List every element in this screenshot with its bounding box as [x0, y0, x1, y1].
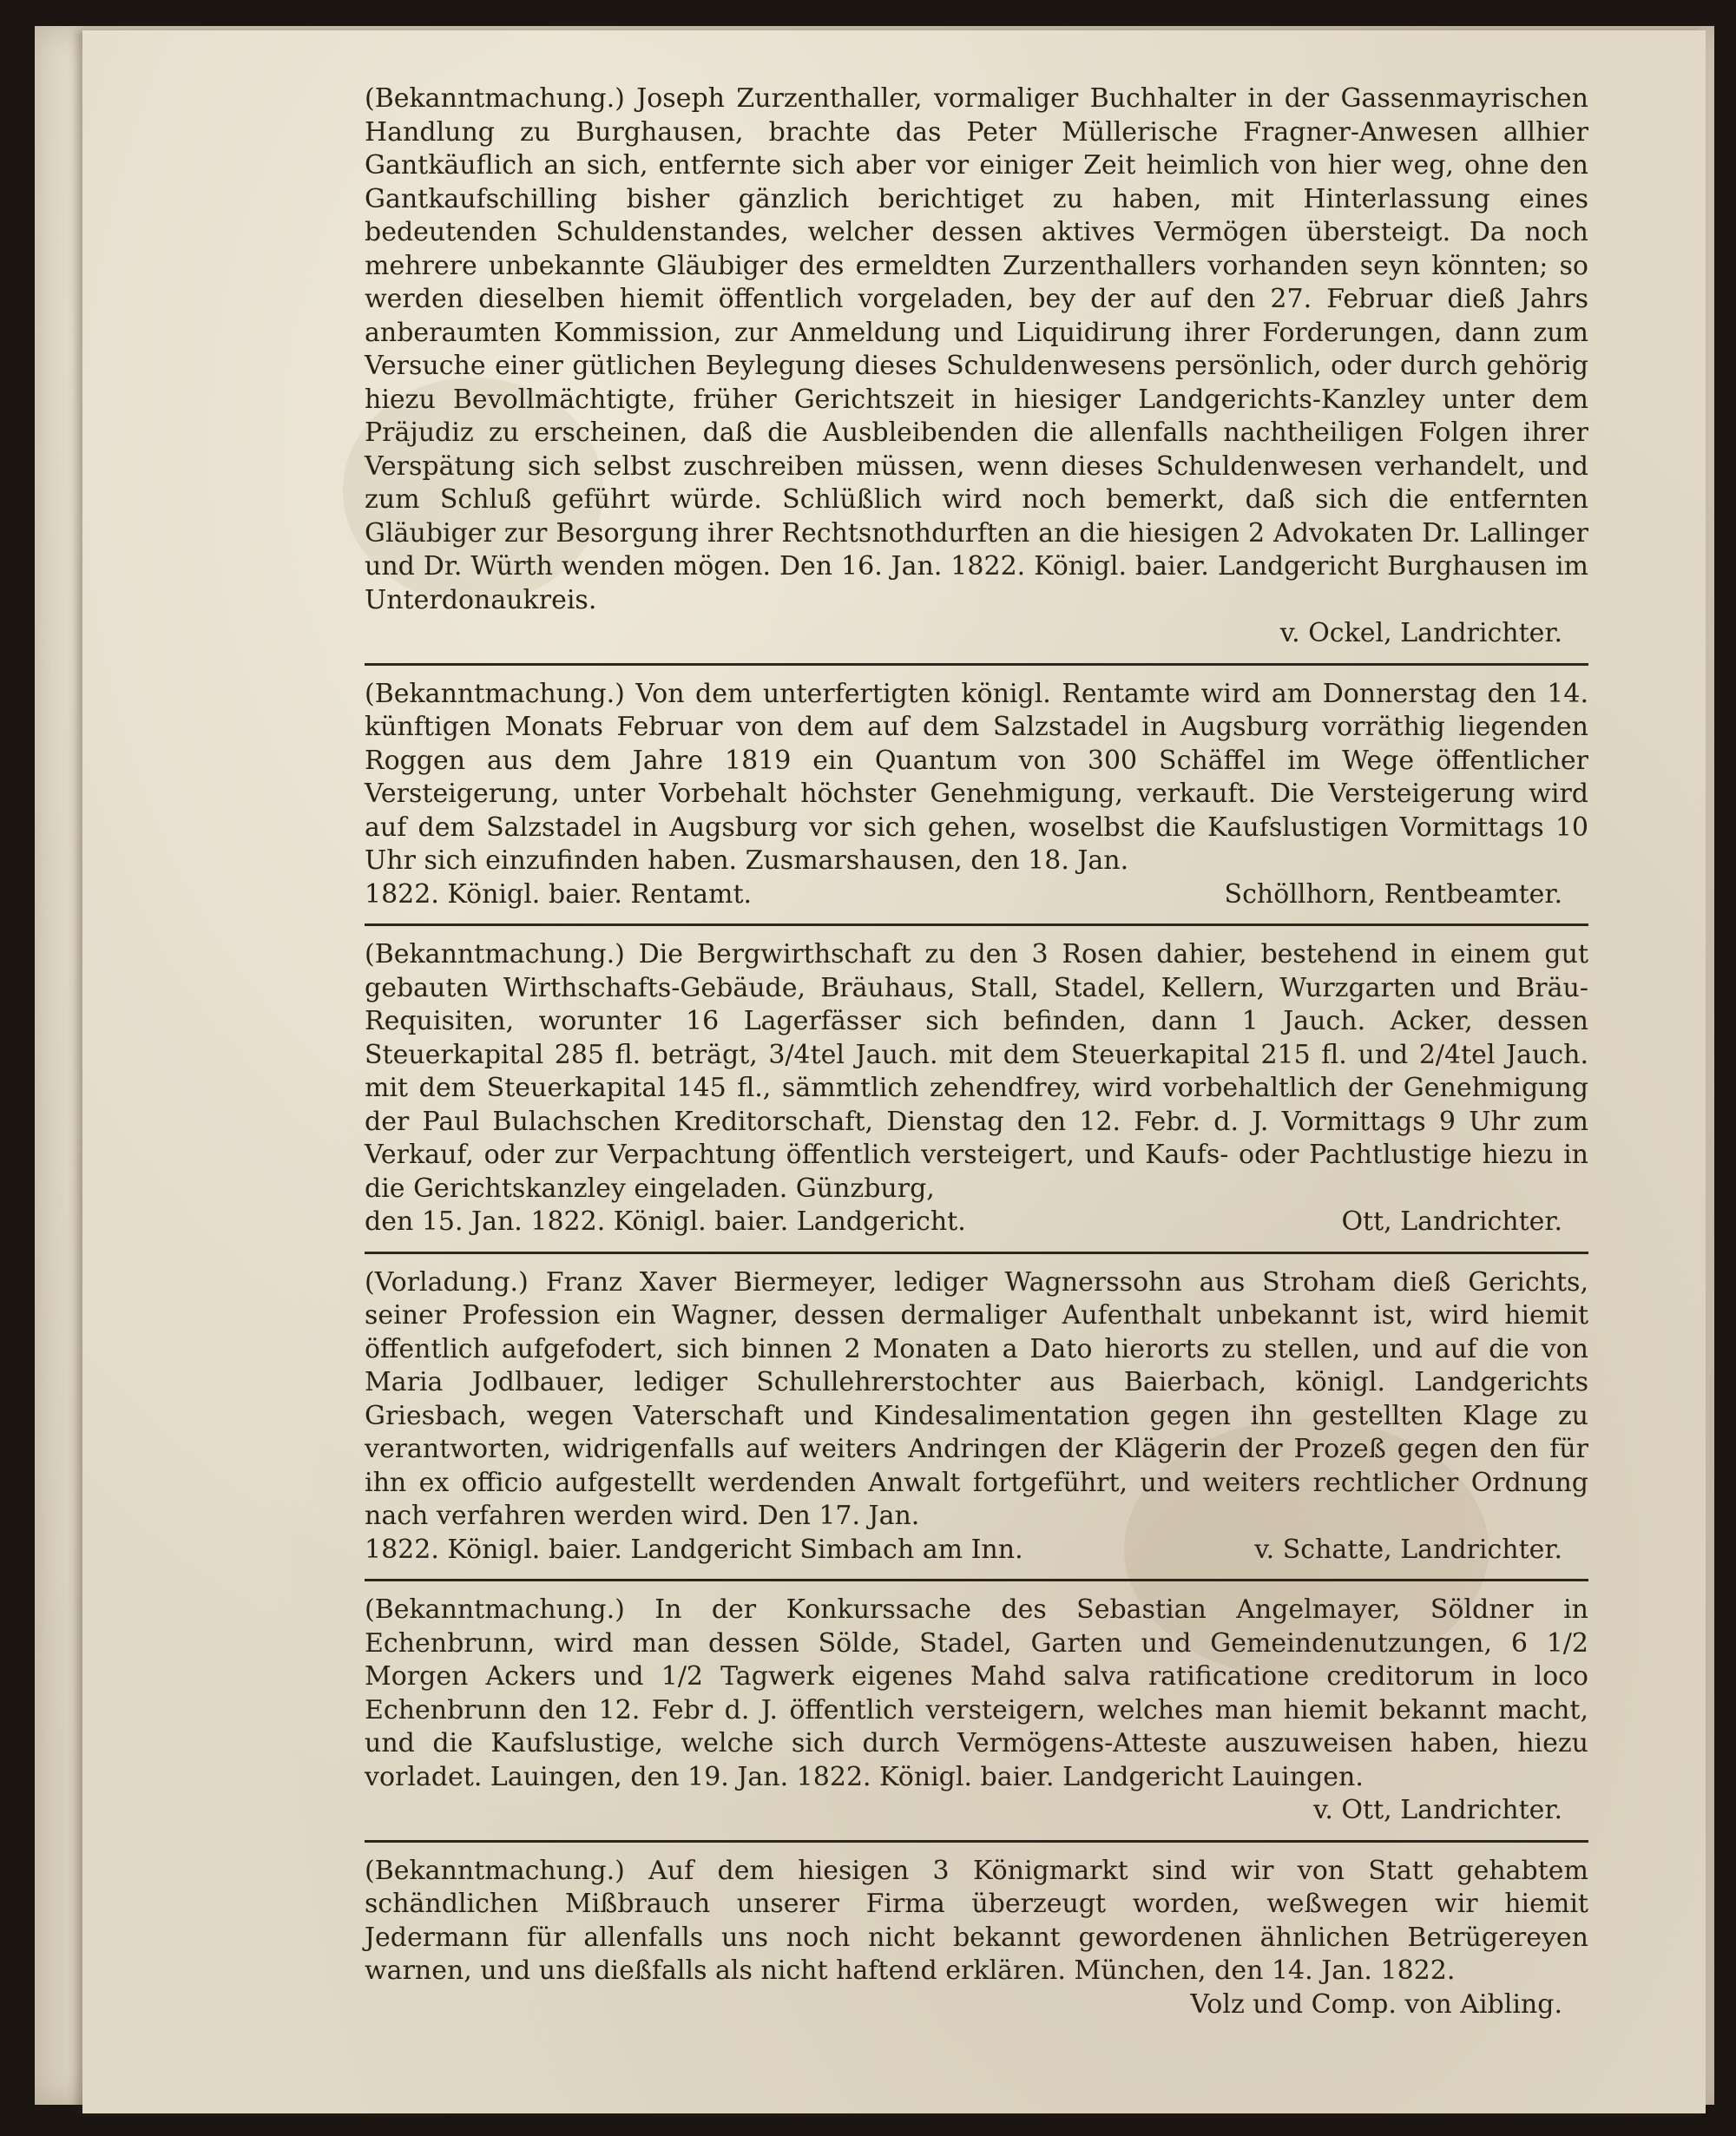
notice-volz	[365, 1855, 1588, 2022]
signature-name: Schöllhorn, Rentbeamter.	[1224, 878, 1562, 910]
divider-rule	[365, 923, 1588, 926]
divider-rule	[365, 1840, 1588, 1843]
notice-angelmayer	[365, 1594, 1588, 1828]
notice-bergwirthschaft	[365, 938, 1588, 1239]
notice-text: (Vorladung.) Franz Xaver Biermeyer, lediger Wagnerssohn aus Stroham dieß Gerichts, seiner Profession ein Wagner, dessen dermaliger Aufenthalt unbekannt ist, wird hiemit öffentlich aufgefodert, sich binnen 2 Monaten a Dato hierorts zu stellen, und auf die von Maria Jodlbauer, lediger Schullehrerstochter aus Baierbach, königl. Landgerichts Griesbach, wegen Vaterschaft und Kindesalimentation gegen ihn gestellten Klage zu verantworten, widrigenfalls auf weiters Andringen der Klägerin der Prozeß gegen den für ihn ex officio aufgestellt werdenden Anwalt fortgeführt, und weiters rechtlicher Ordnung nach verfahren werden wird. Den 17. Jan.	[365, 1266, 1588, 1531]
notice-text: (Bekanntmachung.) In der Konkurssache des Sebastian Angelmayer, Söldner in Echenbrunn, wird man dessen Sölde, Stadel, Garten und Gemeindenutzungen, 6 1/2 Morgen Ackers und 1/2 Tagwerk eigenes Mahd salva ratificatione creditorum in loco Echenbrunn den 12. Febr d. J. öffentlich versteigern, welches man hiemit bekannt macht, und die Kaufslustige, welche sich durch Vermögens-Atteste auszuweisen haben, hiezu vorladet. Lauingen, den 19. Jan. 1822. Königl. baier. Landgericht Lauingen.	[365, 1594, 1588, 1792]
signature-office: 1822. Königl. baier. Rentamt.	[365, 878, 753, 910]
notice-signature	[365, 1794, 1588, 1828]
divider-rule	[365, 1579, 1588, 1581]
divider-rule	[365, 1252, 1588, 1254]
notice-signature	[365, 1534, 1588, 1567]
signature-name: v. Ott, Landrichter.	[1312, 1795, 1562, 1825]
notice-text: (Bekanntmachung.) Die Bergwirthschaft zu den 3 Rosen dahier, bestehend in einem gut gebauten Wirthschafts-Gebäude, Bräuhaus, Stall, Stadel, Kellern, Wurzgarten und Bräu-Requisiten, worunter 16 Lagerfässer sich befinden, dann 1 Jauch. Acker, dessen Steuerkapital 285 fl. beträgt, 3/4tel Jauch. mit dem Steuerkapital 215 fl. und 2/4tel Jauch. mit dem Steuerkapital 145 fl., sämmtlich zehendfrey, wird vorbehaltlich der Genehmigung der Paul Bulachschen Kreditorschaft, Dienstag den 12. Febr. d. J. Vormittags 9 Uhr zum Verkauf, oder zur Verpachtung öffentlich versteigert, und Kaufs- oder Pachtlustige hiezu in die Gerichtskanzley eingeladen. Günzburg,	[365, 939, 1588, 1204]
notices-column	[365, 82, 1588, 2021]
notice-text: (Bekanntmachung.) Von dem unterfertigten königl. Rentamte wird am Donnerstag den 14. künftigen Monats Februar von dem auf dem Salzstadel in Augsburg vorräthig liegenden Roggen aus dem Jahre 1819 ein Quantum von 300 Schäffel im Wege öffentlicher Versteigerung, unter Vorbehalt höchster Genehmigung, verkauft. Die Versteigerung wird auf dem Salzstadel in Augsburg vor sich gehen, woselbst die Kaufslustigen Vormittags 10 Uhr sich einzufinden haben. Zusmarshausen, den 18. Jan.	[365, 678, 1588, 876]
signature-name: Ott, Landrichter.	[1341, 1206, 1562, 1237]
signature-name: Volz und Comp. von Aibling.	[1190, 1988, 1562, 2020]
notice-signature	[365, 1988, 1588, 2022]
notice-rentamt	[365, 678, 1588, 912]
notice-signature	[365, 1206, 1588, 1239]
signature-office: 1822. Königl. baier. Landgericht Simbach am Inn.	[365, 1534, 1023, 1565]
signature-office: den 15. Jan. 1822. Königl. baier. Landgericht.	[365, 1206, 966, 1237]
notice-signature	[365, 617, 1588, 651]
divider-rule	[365, 663, 1588, 666]
signature-name: v. Ockel, Landrichter.	[1279, 618, 1562, 648]
notice-text: (Bekanntmachung.) Auf dem hiesigen 3 Königmarkt sind wir von Statt gehabtem schändlichen Mißbrauch unserer Firma überzeugt worden, weßwegen wir hiemit Jedermann für allenfalls uns noch nicht bekannt gewordenen ähnlichen Betrügereyen warnen, und uns dießfalls als nicht haftend erklären. München, den 14. Jan. 1822.	[365, 1855, 1588, 1986]
notice-text: (Bekanntmachung.) Joseph Zurzenthaller, vormaliger Buchhalter in der Gassenmayrischen Handlung zu Burghausen, brachte das Peter Müllerische Fragner-Anwesen allhier Gantkäuflich an sich, entfernte sich aber vor einiger Zeit heimlich von hier weg, ohne den Gantkaufschilling bisher gänzlich berichtiget zu haben, mit Hinterlassung eines bedeutenden Schuldenstandes, welcher dessen aktives Vermögen übersteigt. Da noch mehrere unbekannte Gläubiger des ermeldten Zurzenthallers vorhanden seyn könnten; so werden dieselben hiemit öffentlich vorgeladen, bey der auf den 27. Februar dieß Jahrs anberaumten Kommission, zur Anmeldung und Liquidirung ihrer Forderungen, dann zum Versuche einer gütlichen Beylegung dieses Schuldenwesens persönlich, oder durch gehörig hiezu Bevollmächtigte, früher Gerichtszeit in hiesiger Landgerichts-Kanzley unter dem Präjudiz zu erscheinen, daß die Ausbleibenden die allenfalls nachtheiligen Folgen ihrer Verspätung sich selbst zuschreiben müssen, wenn dieses Schuldenwesen verhandelt, und zum Schluß geführt würde. Schlüßlich wird noch bemerkt, daß sich die entfernten Gläubiger zur Besorgung ihrer Rechtsnothdurften an die hiesigen 2 Advokaten Dr. Lallinger und Dr. Würth wenden mögen. Den 16. Jan. 1822. Königl. baier. Landgericht Burghausen im Unterdonaukreis.	[365, 83, 1588, 615]
notice-vorladung	[365, 1266, 1588, 1567]
notice-signature	[365, 878, 1588, 912]
notice-zurzenthaller	[365, 82, 1588, 651]
signature-name: v. Schatte, Landrichter.	[1254, 1534, 1562, 1565]
